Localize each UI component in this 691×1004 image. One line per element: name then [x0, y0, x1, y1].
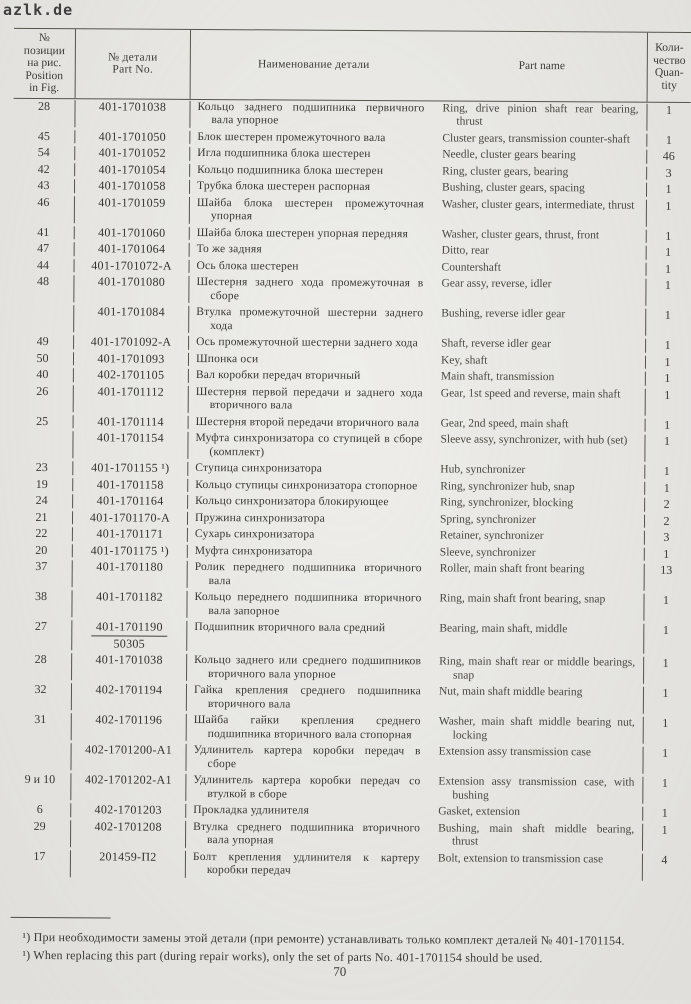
position-cell: 50 [12, 351, 74, 365]
part-name-ru-cell: Шайба блока шестерен промежуточная упорная [196, 196, 424, 223]
part-name-en-cell: Ring, synchronizer, blocking [434, 496, 645, 511]
position-cell: 37 [11, 560, 73, 587]
part-no-cell: 401-1701175 ¹) [73, 544, 188, 558]
quantity-cell: 1 [662, 622, 669, 637]
position-cell: 44 [13, 258, 75, 272]
part-no-cell: 401-1701155 ¹) [73, 461, 188, 475]
part-no-cell: 401-1701093 [74, 352, 189, 366]
position-cell: 19 [11, 477, 73, 491]
part-name-ru-cell: Удлинитель картера коробки передач в сборе [193, 743, 421, 770]
table-row [12, 304, 689, 338]
position-cell: 28 [13, 99, 75, 126]
part-name-en-cell: Roller, main shaft front bearing [434, 562, 645, 590]
part-name-en-cell: Bearing, main shaft, middle [433, 622, 644, 653]
quantity-cell: 1 [661, 805, 668, 820]
part-name-en-cell: Ditto, rear [436, 244, 647, 259]
part-name-ru-cell: Гайка крепления среднего подшипника вторичного вала [193, 683, 422, 711]
page-number: 70 [333, 963, 347, 979]
part-no-cell: 401-1701182 [72, 590, 187, 618]
quantity-cell: 1 [664, 370, 671, 385]
part-name-en-cell: Countershaft [436, 261, 647, 276]
quantity-cell: 4 [661, 852, 668, 867]
part-no-cell: 401-1701180 [73, 560, 188, 588]
table-row [11, 430, 688, 464]
part-name-en-cell: Washer, cluster gears, intermediate, thrust [436, 198, 647, 226]
part-no-cell: 402-1701105 [74, 368, 189, 382]
position-cell: 47 [13, 242, 75, 256]
position-cell: 23 [11, 461, 73, 475]
part-no-cell: 401-1701112 [74, 385, 189, 413]
quantity-cell: 1 [664, 354, 671, 369]
table-row [11, 559, 688, 593]
part-name-en-cell: Retainer, synchronizer [434, 529, 645, 544]
table-row [9, 742, 686, 776]
part-no-cell: 401-1701114 [74, 415, 189, 429]
part-name-ru-cell: Пружина синхронизатора [194, 511, 325, 525]
part-name-ru-cell: Кольцо ступицы синхронизатора стопорное [195, 478, 418, 492]
position-cell: 24 [11, 494, 73, 508]
part-name-en-cell: Main shaft, transmission [435, 370, 646, 385]
part-name-ru-cell: Шестерня первой передачи и заднего хода вторичного вала [195, 385, 423, 412]
quantity-cell: 1 [663, 480, 670, 495]
quantity-cell: 1 [665, 244, 672, 259]
part-name-en-cell: Ring, main shaft rear or middle bearings, snap [433, 655, 644, 683]
part-no-cell: 401-1701164 [73, 494, 188, 508]
part-name-ru-cell: Кольцо заднего подшипника первичного вала упорное [197, 100, 425, 127]
position-cell: 46 [13, 195, 75, 222]
part-no-cell [72, 620, 187, 651]
position-cell: 45 [13, 129, 75, 143]
part-name-ru-cell: Шестерня заднего хода промежуточная в сборе [196, 275, 424, 302]
part-name-ru-cell: Кольцо заднего или среднего подшипников вторичного вала упорное [194, 653, 422, 681]
position-cell: 40 [12, 368, 74, 382]
position-cell: 42 [13, 162, 75, 176]
quantity-cell: 1 [662, 592, 670, 607]
part-name-en-cell: Needle, cluster gears bearing [436, 148, 647, 163]
parts-table [9, 28, 691, 883]
quantity-cell: 1 [664, 337, 671, 352]
part-name-ru-cell: Удлинитель картера коробки передач со втулкой в сборе [193, 773, 421, 801]
header-name-en: Part name [437, 31, 648, 101]
part-no-cell: 402-1701196 [72, 713, 187, 741]
position-cell: 32 [10, 683, 72, 710]
position-cell: 43 [13, 179, 75, 193]
position-cell: 27 [10, 620, 72, 650]
position-cell: 22 [11, 527, 73, 541]
quantity-cell: 1 [665, 181, 672, 196]
quantity-cell: 1 [661, 775, 668, 790]
part-no-cell: 401-1701059 [75, 196, 190, 224]
part-name-en-cell: Bushing, reverse idler gear [435, 307, 646, 335]
position-cell: 25 [12, 414, 74, 428]
part-name-en-cell: Ring, drive pinion shaft rear bearing, thrust [436, 102, 647, 130]
part-name-ru-cell: Шпонка оси [195, 352, 259, 365]
part-name-ru-cell: Кольцо синхронизатора блокирующее [195, 494, 389, 509]
part-no-cell: 401-1701170-A [73, 511, 188, 525]
part-name-ru-cell: Ролик переднего подшипника вторичного вала [194, 560, 422, 587]
table-row [10, 619, 687, 656]
part-name-en-cell: Extension assy transmission case [432, 745, 643, 773]
part-name-en-cell: Gear assy, reverse, idler [435, 277, 646, 305]
table-row [9, 848, 686, 882]
position-cell [11, 431, 73, 458]
part-no-cell: 401-1701171 [73, 527, 188, 541]
part-name-en-cell: Gasket, extension [432, 805, 643, 820]
part-no-cell: 401-1701052 [75, 146, 190, 160]
quantity-cell: 1 [665, 102, 673, 117]
part-name-en-cell: Gear, 2nd speed, main shaft [435, 417, 646, 432]
part-name-en-cell: Spring, synchronizer [434, 513, 645, 528]
part-name-en-cell: Ring, cluster gears, bearing [436, 165, 647, 180]
position-cell: 41 [13, 225, 75, 239]
part-name-ru-cell: Ступица синхронизатора [195, 461, 323, 475]
part-name-ru-cell: Втулка промежуточной шестерни заднего хода [196, 305, 424, 332]
quantity-cell: 13 [660, 562, 673, 577]
part-name-ru-cell: Ось блока шестерен [196, 259, 299, 273]
part-name-ru-cell: Болт крепления удлинителя к картеру коробки передач [192, 850, 420, 877]
part-name-en-cell: Key, shaft [435, 354, 646, 369]
part-name-ru-cell: Муфта синхронизатора со ступицей в сборе (комплект) [195, 431, 423, 458]
part-no-cell: 402-1701194 [72, 683, 187, 711]
part-no-fraction: $\frac{401-1701190}{50305}$ [91, 620, 168, 650]
position-cell: 17 [9, 849, 71, 876]
part-no-cell: 402-1701202-A1 [71, 773, 186, 801]
table-row [10, 712, 687, 746]
quantity-cell: 2 [663, 513, 670, 528]
table-row [10, 652, 687, 686]
part-name-en-cell: Shaft, reverse idler gear [435, 337, 646, 352]
part-name-ru-cell: Блок шестерен промежуточного вала [197, 130, 386, 144]
position-cell: 6 [9, 803, 71, 817]
position-cell: 9 и 10 [9, 773, 71, 800]
part-name-ru-cell: Кольцо подшипника блока шестерен [197, 163, 384, 177]
part-name-en-cell: Hub, synchronizer [434, 463, 645, 478]
table-row [13, 98, 690, 132]
position-cell: 21 [11, 510, 73, 524]
quantity-cell: 1 [664, 417, 671, 432]
position-cell: 38 [10, 590, 72, 617]
footnote-divider [11, 917, 111, 919]
quantity-cell: 1 [663, 433, 671, 448]
part-name-ru-cell: Шайба блока шестерен упорная передняя [196, 226, 409, 240]
quantity-cell: 1 [663, 546, 670, 561]
quantity-cell: 1 [662, 715, 669, 730]
table-row [13, 194, 690, 228]
part-name-ru-cell: Подшипник вторичного вала средний [194, 620, 386, 635]
part-no-cell: 201459-П2 [71, 850, 186, 878]
quantity-cell: 1 [661, 822, 668, 837]
header-part-no: № детали Part No. [76, 29, 191, 98]
part-no-cell: 401-1701080 [74, 275, 189, 303]
part-no-cell: 401-1701038 [72, 653, 187, 681]
part-name-en-cell: Ring, synchronizer hub, snap [434, 480, 645, 495]
footnote-en: ¹) When replacing this part (during repair works), only the set of parts No. 401-1701154 should be used. [22, 947, 543, 966]
quantity-cell: 1 [662, 745, 669, 760]
position-cell [12, 305, 74, 332]
quantity-cell: 1 [664, 387, 671, 402]
quantity-cell: 46 [662, 148, 675, 163]
part-name-en-cell: Washer, cluster gears, thrust, front [436, 228, 647, 243]
quantity-cell: 1 [664, 307, 671, 322]
part-no-cell: 401-1701038 [75, 100, 190, 128]
part-no-cell: 401-1701154 [73, 431, 188, 459]
part-name-ru-cell: Прокладка удлинителя [193, 803, 309, 817]
table-header [14, 29, 691, 103]
position-cell: 49 [12, 335, 74, 349]
header-quantity: Коли- чество Quan- tity [653, 42, 686, 92]
part-name-ru-cell: Кольцо переднего подшипника вторичного вала запорное [194, 590, 422, 617]
quantity-cell: 3 [663, 529, 670, 544]
part-name-en-cell: Bushing, cluster gears, spacing [436, 181, 647, 196]
part-name-ru-cell: Шестерня второй передачи вторичного вала [195, 415, 420, 429]
position-cell [9, 743, 71, 770]
quantity-cell: 1 [665, 132, 672, 147]
quantity-cell: 3 [665, 165, 672, 180]
part-no-cell: 401-1701050 [75, 130, 190, 144]
part-name-ru-cell: Сухарь синхронизатора [194, 527, 315, 541]
quantity-cell: 1 [664, 277, 671, 292]
part-no-cell: 401-1701054 [75, 163, 190, 177]
table-row [12, 274, 689, 308]
part-no-cell: 402-1701203 [71, 803, 186, 817]
part-no-cell: 401-1701058 [75, 179, 190, 193]
position-cell: 20 [11, 543, 73, 557]
parts-table-body [9, 98, 691, 882]
watermark: azlk.de [3, 1, 74, 19]
part-no-cell: 402-1701200-A1 [71, 743, 186, 771]
part-name-en-cell: Bushing, main shaft middle bearing, thrust [432, 822, 643, 850]
table-row [10, 682, 687, 716]
quantity-cell: 1 [662, 655, 669, 670]
part-name-en-cell: Cluster gears, transmission counter-shaft [436, 132, 647, 147]
table-row [10, 589, 687, 623]
part-name-en-cell: Extension assy transmission case, with bushing [432, 775, 643, 803]
part-name-ru-cell: Игла подшипника блока шестерен [197, 146, 371, 161]
part-name-en-cell: Washer, main shaft middle bearing nut, locking [433, 715, 644, 743]
part-name-ru-cell: Вал коробки передач вторичный [195, 368, 361, 382]
part-name-en-cell: Ring, main shaft front bearing, snap [433, 592, 644, 620]
header-position: № позиции на рис. Position in Fig. [14, 29, 76, 98]
part-name-ru-cell: То же задняя [196, 242, 262, 256]
part-name-en-cell: Sleeve, synchronizer [434, 546, 645, 561]
part-no-cell: 401-1701084 [74, 305, 189, 333]
part-name-en-cell: Gear, 1st speed and reverse, main shaft [435, 387, 646, 415]
part-name-en-cell: Nut, main shaft middle bearing [433, 685, 644, 713]
position-cell: 31 [10, 713, 72, 740]
quantity-cell: 2 [663, 496, 670, 511]
position-cell: 29 [9, 819, 71, 846]
quantity-cell: 1 [665, 228, 672, 243]
quantity-cell: 1 [663, 463, 670, 478]
part-no-cell: 401-1701092-A [74, 335, 189, 349]
table-row [12, 383, 689, 417]
part-no-cell: 402-1701208 [71, 820, 186, 848]
table-row [9, 818, 686, 852]
part-no-cell: 401-1701060 [75, 226, 190, 240]
part-name-ru-cell: Шайба гайки крепления среднего подшипника вторичного вала стопорная [193, 713, 421, 741]
quantity-cell: 1 [662, 685, 669, 700]
part-name-ru-cell: Ось промежуточной шестерни заднего хода [196, 335, 418, 350]
position-cell: 48 [12, 275, 74, 302]
position-cell: 28 [10, 653, 72, 680]
part-no-cell: 401-1701072-A [75, 259, 190, 273]
part-name-en-cell: Sleeve assy, synchronizer, with hub (set) [434, 433, 645, 461]
position-cell: 26 [12, 384, 74, 411]
part-name-ru-cell: Втулка среднего подшипника вторичного вала упорная [193, 820, 421, 847]
part-name-ru-cell: Муфта синхронизатора [194, 544, 313, 558]
quantity-cell: 1 [665, 198, 672, 213]
part-name-ru-cell: Трубка блока шестерен распорная [197, 179, 371, 194]
quantity-cell: 1 [665, 261, 672, 276]
position-cell: 54 [13, 146, 75, 160]
part-no-cell: 401-1701158 [73, 478, 188, 492]
table-row [9, 772, 686, 806]
part-no-cell: 401-1701064 [75, 242, 190, 256]
part-name-en-cell: Bolt, extension to transmission case [432, 852, 643, 880]
footnote-ru: ¹) При необходимости замены этой детали (при ремонте) устанавливать только комплект деталей № 401-1701154. [22, 929, 625, 948]
header-name-ru: Наименование детали [257, 58, 370, 72]
